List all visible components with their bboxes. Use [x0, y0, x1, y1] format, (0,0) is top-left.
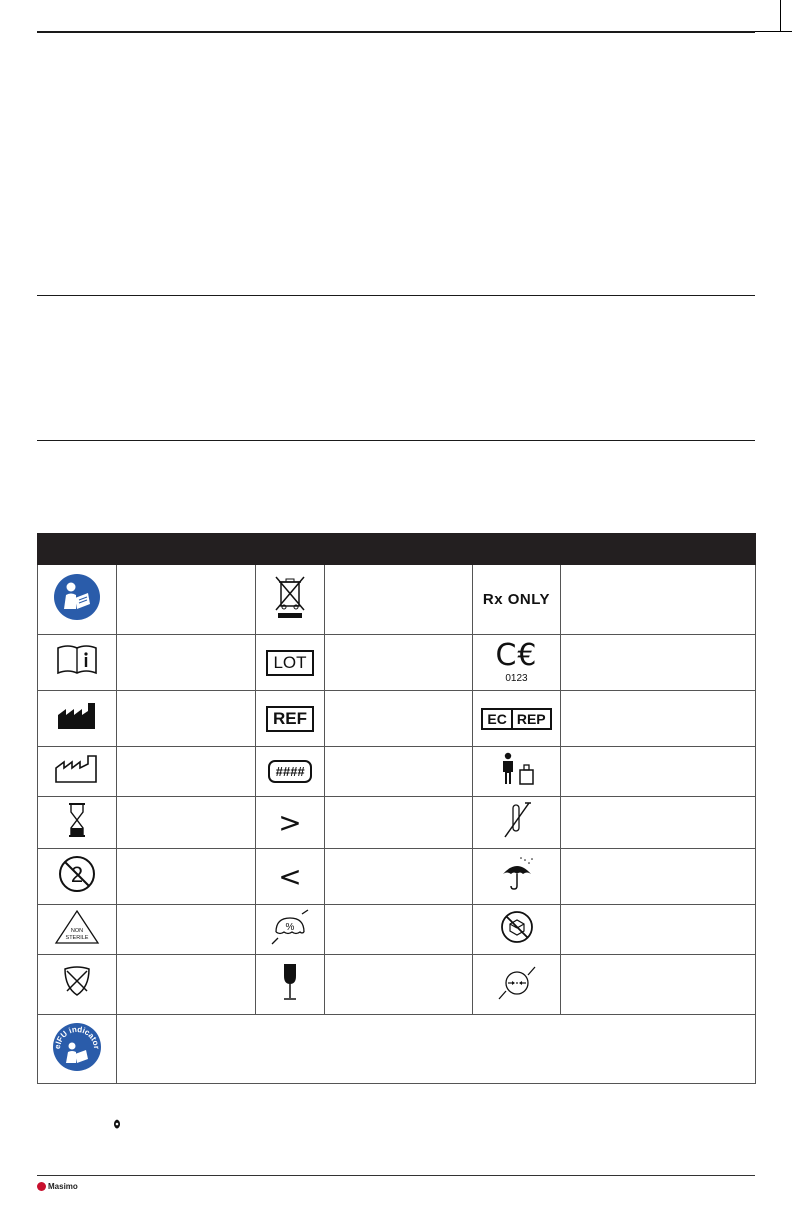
description-cell	[117, 691, 256, 747]
table-row	[38, 565, 756, 635]
consult-ifu-icon	[38, 635, 117, 691]
do-not-use-if-damaged-icon	[473, 905, 561, 955]
use-by-date-icon	[38, 797, 117, 849]
table-row	[38, 1015, 756, 1084]
section-rule-middle	[37, 295, 755, 296]
description-cell	[561, 691, 756, 747]
ce-mark-icon: C€ 0123	[473, 635, 561, 691]
description-cell	[561, 565, 756, 635]
registered-mark-icon	[113, 1119, 121, 1129]
date-of-manufacture-icon	[38, 747, 117, 797]
header-cell-description-1	[117, 534, 256, 565]
serial-number-symbol: ####	[256, 747, 325, 797]
description-cell	[325, 565, 473, 635]
description-cell	[117, 635, 256, 691]
description-cell	[117, 747, 256, 797]
description-cell	[325, 849, 473, 905]
header-cell-description-3	[561, 534, 756, 565]
fragile-icon	[256, 955, 325, 1015]
svg-text:NON: NON	[70, 928, 84, 934]
description-cell	[561, 797, 756, 849]
header-cell-symbol-2	[256, 534, 325, 565]
description-cell	[561, 747, 756, 797]
description-cell	[325, 691, 473, 747]
table-row	[38, 635, 756, 691]
header-cell-description-2	[325, 534, 473, 565]
non-sterile-icon	[38, 905, 117, 955]
svg-text:STERILE: STERILE	[65, 935, 89, 941]
table-row	[38, 849, 756, 905]
eifu-indicator-icon	[38, 1015, 117, 1084]
description-cell	[325, 635, 473, 691]
description-cell	[325, 955, 473, 1015]
ec-rep-symbol: EC REP	[473, 691, 561, 747]
description-cell	[325, 905, 473, 955]
header-cell-symbol-1	[38, 534, 117, 565]
logo-mark-icon	[37, 1182, 46, 1191]
table-row	[38, 691, 756, 747]
footer-rule	[37, 1175, 755, 1176]
lot-symbol: LOT	[256, 635, 325, 691]
description-cell	[561, 905, 756, 955]
logo-word: Masimo	[48, 1182, 78, 1191]
patient-weight-icon	[473, 747, 561, 797]
greater-than-symbol: >	[256, 797, 325, 849]
description-cell	[561, 635, 756, 691]
symbols-table	[37, 533, 756, 1084]
pressure-limit-icon	[473, 955, 561, 1015]
less-than-symbol: <	[256, 849, 325, 905]
description-cell	[561, 955, 756, 1015]
description-cell	[117, 955, 256, 1015]
table-row	[38, 955, 756, 1015]
humidity-limit-icon	[256, 905, 325, 955]
follow-instructions-icon	[38, 565, 117, 635]
do-not-reuse-icon	[38, 849, 117, 905]
description-cell	[117, 1015, 756, 1084]
rx-only-symbol: Rx ONLY	[473, 565, 561, 635]
description-cell	[117, 905, 256, 955]
description-cell	[117, 797, 256, 849]
svg-text:eIFU indicator: eIFU indicator	[52, 1024, 102, 1049]
ref-symbol: REF	[256, 691, 325, 747]
crop-mark-vertical	[780, 0, 781, 31]
latex-free-icon	[38, 955, 117, 1015]
description-cell	[117, 565, 256, 635]
svg-text:2: 2	[70, 862, 84, 887]
symbols-table-header	[38, 534, 756, 565]
crop-mark-horizontal	[755, 31, 792, 32]
table-row	[38, 905, 756, 955]
section-rule-lower	[37, 440, 755, 441]
manufacturer-icon	[38, 691, 117, 747]
table-row	[38, 797, 756, 849]
masimo-logo	[37, 1182, 78, 1191]
description-cell	[117, 849, 256, 905]
svg-text:%: %	[285, 922, 295, 933]
temperature-limit-icon	[473, 797, 561, 849]
description-cell	[561, 849, 756, 905]
keep-dry-umbrella-icon	[473, 849, 561, 905]
description-cell	[325, 747, 473, 797]
section-rule-top	[37, 31, 755, 33]
header-cell-symbol-3	[473, 534, 561, 565]
description-cell	[325, 797, 473, 849]
table-row	[38, 747, 756, 797]
weee-bin-icon	[256, 565, 325, 635]
